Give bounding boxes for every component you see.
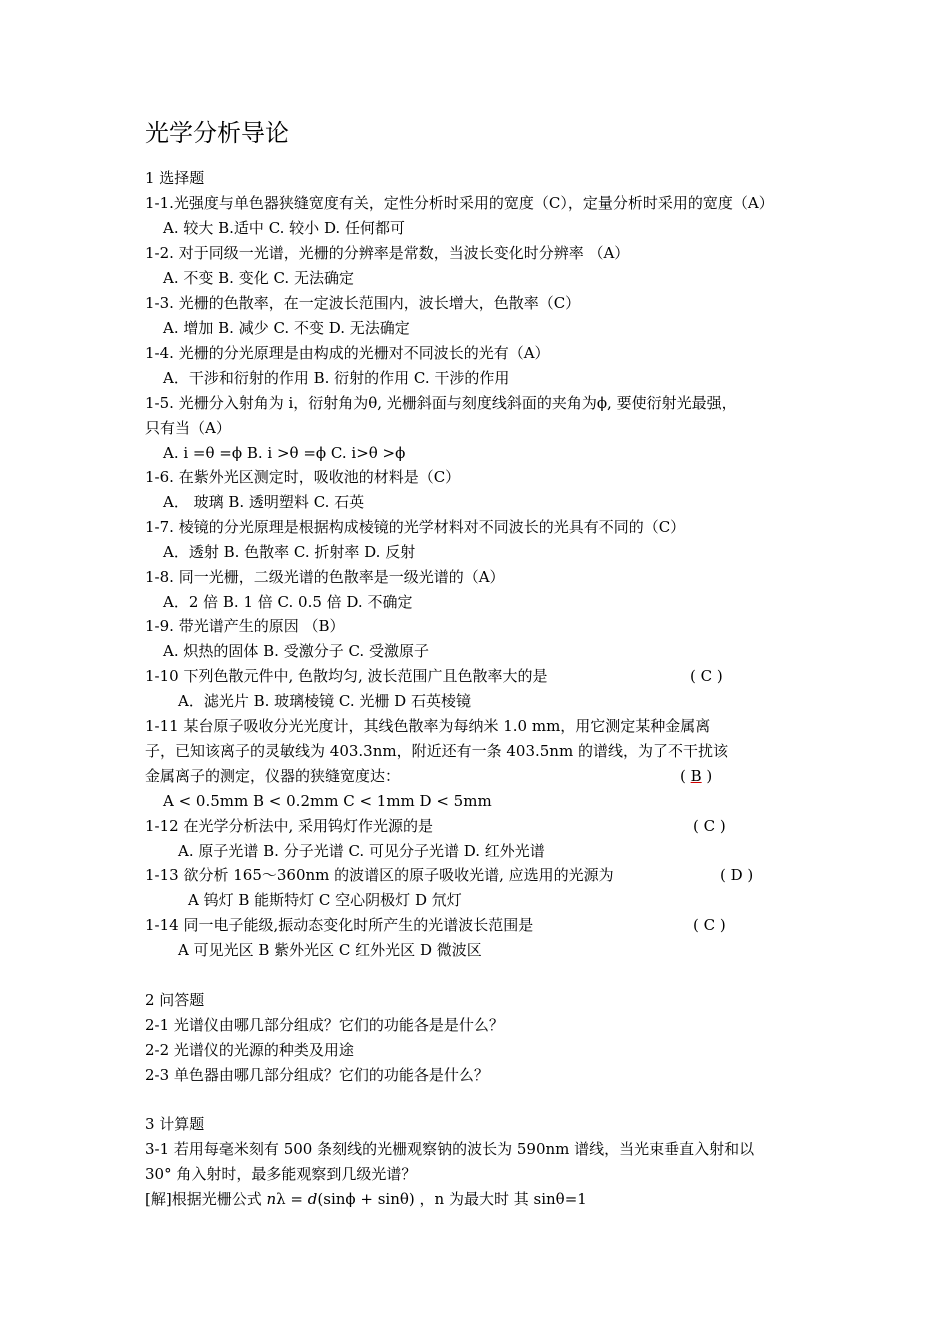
question-2-1: 2-1 光谱仪由哪几部分组成？它们的功能各是是什么？ <box>145 1016 504 1034</box>
question-1-13-answer: ( D ) <box>720 866 754 884</box>
question-1-11-line3: 金属离子的测定，仪器的狭缝宽度达： <box>145 767 401 785</box>
question-1-13: 1-13 欲分析 165～360nm 的波谱区的原子吸收光谱, 应选用的光源为 <box>145 866 614 884</box>
question-1-6-options: A． 玻璃 B. 透明塑料 C. 石英 <box>163 493 365 511</box>
question-1-5-options: A. i =θ =ϕ B. i >θ =ϕ C. i>θ >ϕ <box>163 444 406 462</box>
question-1-10-answer: ( C ) <box>690 667 723 685</box>
answer-open-paren: ( <box>680 767 691 785</box>
section-heading-calc: 3 计算题 <box>145 1115 205 1133</box>
question-1-11-answer <box>680 766 712 786</box>
question-3-1-line1: 3-1 若用每毫米刻有 500 条刻线的光栅观察钠的波长为 590nm 谱线，当光束垂直入射和以 <box>145 1140 755 1158</box>
page-title: 光学分析导论 <box>145 119 289 147</box>
question-1-3: 1-3. 光栅的色散率，在一定波长范围内，波长增大，色散率（C） <box>145 294 581 312</box>
question-1-10-options: A．滤光片 B. 玻璃棱镜 C. 光栅 D 石英棱镜 <box>178 692 471 710</box>
question-1-1: 1-1.光强度与单色器狭缝宽度有关，定性分析时采用的宽度（C），定量分析时采用的宽度（A） <box>145 194 774 212</box>
question-1-12: 1-12 在光学分析法中, 采用钨灯作光源的是 <box>145 817 434 835</box>
question-1-13-options: A 钨灯 B 能斯特灯 C 空心阴极灯 D 氘灯 <box>188 891 462 909</box>
question-3-1-line2: 30° 角入射时，最多能观察到几级光谱？ <box>145 1165 417 1183</box>
question-1-9-options: A. 炽热的固体 B. 受激分子 C. 受激原子 <box>163 642 429 660</box>
question-1-4-options: A．干涉和衍射的作用 B. 衍射的作用 C. 干涉的作用 <box>163 369 510 387</box>
formula-n: n <box>266 1190 277 1208</box>
question-1-8-options: A．2 倍 B. 1 倍 C. 0.5 倍 D. 不确定 <box>163 593 413 611</box>
question-1-1-options: A. 较大 B.适中 C. 较小 D. 任何都可 <box>163 219 405 237</box>
question-1-14-options: A 可见光区 B 紫外光区 C 红外光区 D 微波区 <box>178 941 482 959</box>
solution-suffix: ，n 为最大时 其 sinθ=1 <box>414 1190 587 1208</box>
question-1-12-answer: ( C ) <box>693 817 726 835</box>
solution-line <box>145 1189 587 1209</box>
answer-letter: B <box>690 767 702 785</box>
solution-prefix: [解]根据光栅公式 <box>145 1190 267 1208</box>
formula-d: d <box>307 1190 318 1208</box>
question-1-11-line1: 1-11 某台原子吸收分光光度计，其线色散率为每纳米 1.0 mm，用它测定某种金属离 <box>145 717 711 735</box>
question-1-10: 1-10 下列色散元件中, 色散均匀, 波长范围广且色散率大的是 <box>145 667 548 685</box>
question-1-12-options: A. 原子光谱 B. 分子光谱 C. 可见分子光谱 D. 红外光谱 <box>178 842 545 860</box>
formula-rest: (sinϕ + sinθ) <box>317 1190 415 1208</box>
question-1-14-answer: ( C ) <box>693 916 726 934</box>
question-1-2: 1-2. 对于同级一光谱，光栅的分辨率是常数，当波长变化时分辨率 （A） <box>145 244 630 262</box>
question-1-7: 1-7. 棱镜的分光原理是根据构成棱镜的光学材料对不同波长的光具有不同的（C） <box>145 518 686 536</box>
question-1-9: 1-9. 带光谱产生的原因 （B） <box>145 617 345 635</box>
question-1-7-options: A．透射 B. 色散率 C. 折射率 D. 反射 <box>163 543 416 561</box>
section-heading-qa: 2 问答题 <box>145 991 205 1009</box>
question-1-8: 1-8. 同一光栅，二级光谱的色散率是一级光谱的（A） <box>145 568 505 586</box>
answer-close-paren: ) <box>701 767 713 785</box>
question-1-11-options: A < 0.5mm B < 0.2mm C < 1mm D < 5mm <box>163 792 492 810</box>
question-1-5-line2: 只有当（A） <box>145 419 231 437</box>
question-2-3: 2-3 单色器由哪几部分组成？它们的功能各是什么？ <box>145 1066 489 1084</box>
question-1-3-options: A. 增加 B. 减少 C. 不变 D. 无法确定 <box>163 319 410 337</box>
question-2-2: 2-2 光谱仪的光源的种类及用途 <box>145 1041 354 1059</box>
question-1-2-options: A. 不变 B. 变化 C. 无法确定 <box>163 269 354 287</box>
question-1-6: 1-6. 在紫外光区测定时，吸收池的材料是（C） <box>145 468 461 486</box>
formula-lambda: λ = <box>276 1190 308 1208</box>
question-1-5-line1: 1-5. 光栅分入射角为 i，衍射角为θ, 光栅斜面与刻度线斜面的夹角为ϕ, 要使衍射光最强， <box>145 394 737 412</box>
section-heading-choice: 1 选择题 <box>145 169 205 187</box>
question-1-11-line2: 子，已知该离子的灵敏线为 403.3nm，附近还有一条 403.5nm 的谱线，为了不干扰该 <box>145 742 728 760</box>
question-1-14: 1-14 同一电子能级,振动态变化时所产生的光谱波长范围是 <box>145 916 534 934</box>
question-1-4: 1-4. 光栅的分光原理是由构成的光栅对不同波长的光有（A） <box>145 344 550 362</box>
